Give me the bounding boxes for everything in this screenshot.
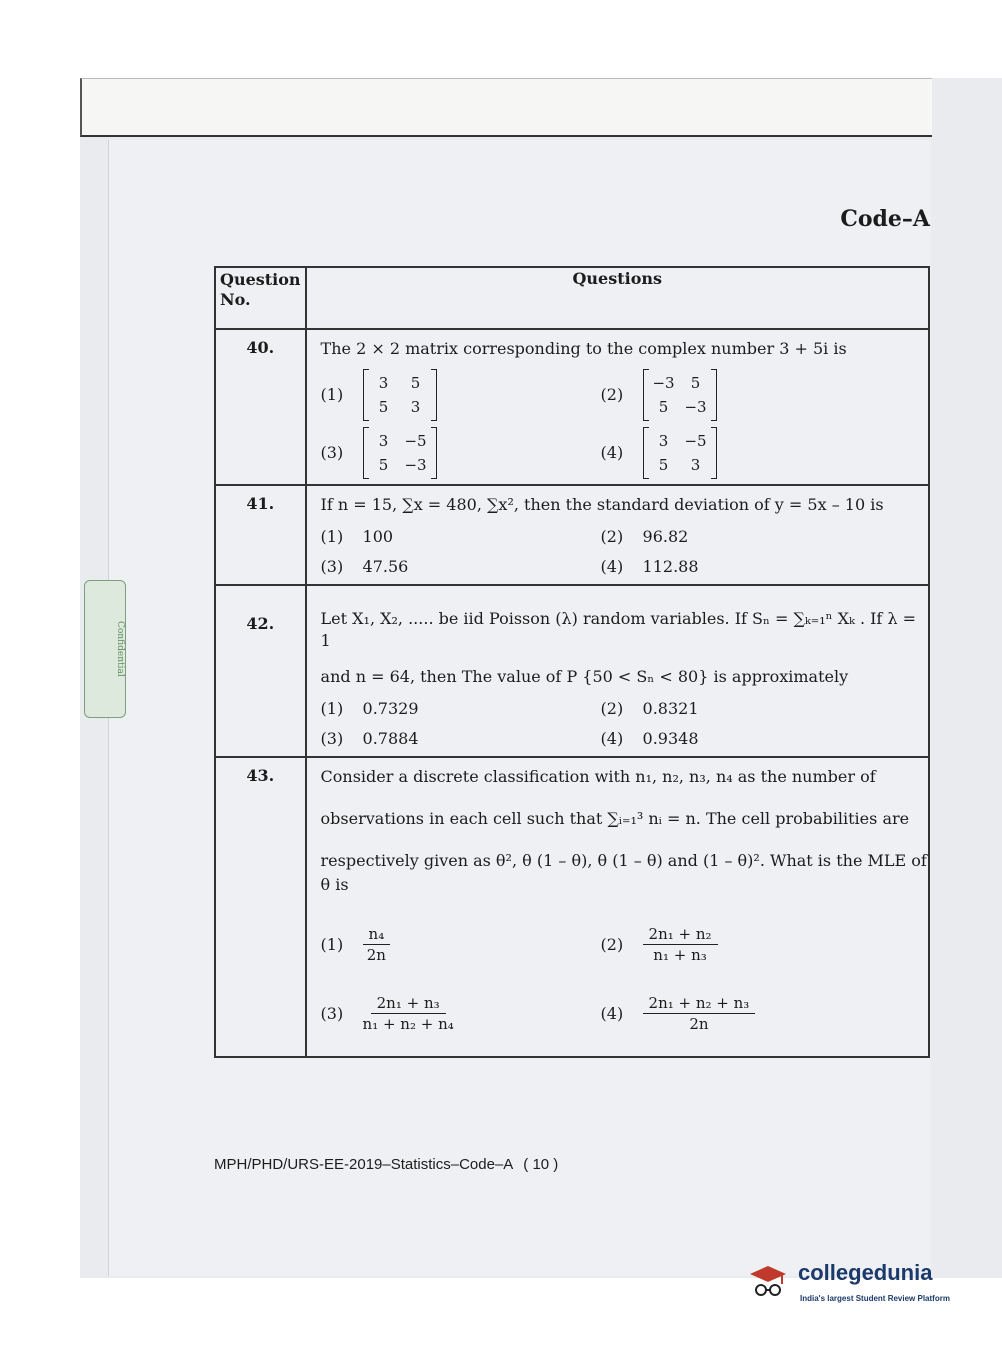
option-label: (2) [600,934,624,954]
fraction [363,924,391,965]
question-body [306,485,929,585]
question-stem: If n = 15, ∑x = 480, ∑x², then the standard deviation of y = 5x – 10 is [320,495,884,514]
graduate-cap-icon [748,1260,788,1300]
fraction [363,993,454,1034]
column-header-question-no: Question No. [215,267,306,329]
page-number: ( 10 ) [523,1156,559,1173]
options [321,698,928,750]
matrix [643,428,717,478]
page-footer [214,1156,558,1173]
option-text: 0.7329 [362,699,419,718]
question-40-row [215,329,929,485]
option-2 [601,924,928,965]
matrix [363,428,437,478]
option-label: (2) [600,385,624,404]
matrix-cell: 3 [378,432,389,450]
collegedunia-logo [748,1254,968,1314]
numerator: 2n₁ + n₂ + n₃ [643,993,756,1014]
option-2 [601,370,928,420]
logo-tagline: India's largest Student Review Platform [800,1294,950,1303]
option-text: 0.9348 [642,729,699,748]
matrix-cell: −3 [652,374,675,392]
denominator: n₁ + n₂ + n₄ [362,1015,454,1033]
matrix [643,370,717,420]
option-3 [321,428,601,478]
questions-table [214,266,930,1058]
question-stem-line-1: Let X₁, X₂, ..... be iid Poisson (λ) random variables. If Sₙ = ∑ₖ₌₁ⁿ Xₖ . If λ = 1 [320,609,917,650]
question-number: 42. [215,585,306,757]
option-2 [601,526,928,548]
question-42-row [215,585,929,757]
option-4 [601,728,928,750]
matrix-cell: 5 [378,456,389,474]
matrix-cell: 3 [690,456,701,474]
option-3 [321,993,601,1034]
option-label: (2) [600,699,624,718]
option-label: (1) [320,385,344,404]
matrix [363,370,437,420]
question-body [306,757,929,1057]
options [321,370,928,478]
denominator: 2n [689,1015,709,1033]
numerator: 2n₁ + n₂ [643,924,718,945]
options [321,924,928,1034]
option-4 [601,556,928,578]
option-text: 96.82 [642,527,689,546]
paper-code: Code–A [840,206,930,232]
matrix-cell: 5 [658,456,669,474]
matrix-cell: 3 [658,432,669,450]
question-stem-line-3: respectively given as θ², θ (1 – θ), θ (1 – θ) and (1 – θ)². What is the MLE of [320,851,927,870]
option-label: (4) [600,443,624,462]
option-4 [601,993,928,1034]
question-body [306,329,929,485]
denominator: n₁ + n₃ [653,946,707,964]
matrix-cell: 3 [378,374,389,392]
option-2 [601,698,928,720]
question-number: 43. [215,757,306,1057]
numerator: 2n₁ + n₃ [371,993,446,1014]
option-4 [601,428,928,478]
options [321,526,928,578]
option-text: 112.88 [642,557,699,576]
option-3 [321,556,601,578]
matrix-cell: −5 [404,432,427,450]
option-label: (1) [320,527,344,546]
previous-page-edge [80,78,932,137]
question-stem-line-2: observations in each cell such that ∑ᵢ₌₁³ nᵢ = n. The cell probabilities are [320,809,910,828]
confidential-stamp: Confidential [84,580,126,718]
matrix-cell: 5 [378,398,389,416]
matrix-cell: −5 [684,432,707,450]
logo-name: collegedunia [798,1260,933,1285]
matrix-cell: 5 [658,398,669,416]
matrix-cell: −3 [684,398,707,416]
option-1 [321,370,601,420]
question-41-row [215,485,929,585]
question-body [306,585,929,757]
option-label: (3) [320,443,344,462]
option-label: (1) [320,699,344,718]
fraction [643,993,756,1034]
numerator: n₄ [363,924,391,945]
question-number: 40. [215,329,306,485]
option-text: 0.8321 [642,699,699,718]
matrix-cell: 3 [410,398,421,416]
question-43-row [215,757,929,1057]
matrix-cell: −3 [404,456,427,474]
option-label: (1) [320,934,344,954]
option-text: 47.56 [362,557,409,576]
question-stem-line-2: and n = 64, then The value of P {50 < Sₙ < 80} is approximately [320,667,849,686]
option-label: (3) [320,729,344,748]
question-stem-line-1: Consider a discrete classification with n₁, n₂, n₃, n₄ as the number of [320,767,876,786]
option-label: (2) [600,527,624,546]
matrix-cell: 5 [410,374,421,392]
option-label: (3) [320,1003,344,1023]
option-text: 100 [362,527,394,546]
option-label: (3) [320,557,344,576]
question-number: 41. [215,485,306,585]
matrix-cell: 5 [690,374,701,392]
option-label: (4) [600,729,624,748]
denominator: 2n [366,946,386,964]
option-1 [321,924,601,965]
option-1 [321,698,601,720]
option-label: (4) [600,1003,624,1023]
footer-paper-code: MPH/PHD/URS-EE-2019–Statistics–Code–A [214,1156,514,1173]
question-stem-line-4: θ is [320,875,349,894]
column-header-questions: Questions [306,267,929,329]
option-text: 0.7884 [362,729,419,748]
option-3 [321,728,601,750]
fraction [643,924,718,965]
option-label: (4) [600,557,624,576]
option-1 [321,526,601,548]
question-stem: The 2 × 2 matrix corresponding to the complex number 3 + 5i is [320,339,847,358]
